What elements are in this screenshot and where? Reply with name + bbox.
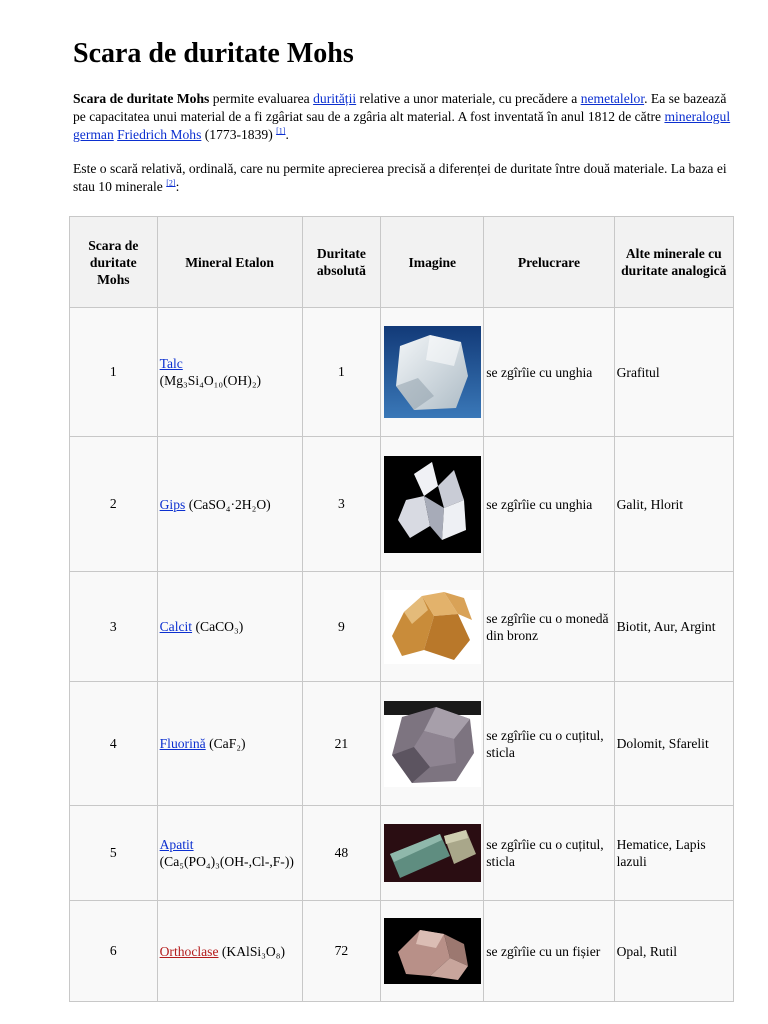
mineral-link-talc[interactable]: Talc: [159, 356, 183, 371]
table-row: [70, 901, 734, 1002]
cell-mineral: [157, 572, 302, 682]
mineral-formula: (CaSO₄·2H₂O): [185, 496, 271, 512]
link-german[interactable]: german: [73, 127, 114, 142]
page-title: Scara de duritate Mohs: [73, 38, 354, 69]
cell-image: [381, 901, 484, 1002]
orthoclase-crystal-image[interactable]: [384, 918, 481, 984]
cell-absolute: 1: [302, 308, 381, 437]
intro-paragraph-1: [73, 90, 738, 144]
table-row: [70, 308, 734, 437]
table-row: [70, 682, 734, 806]
table-header-row: [70, 217, 734, 308]
cell-processing: se zgîrîie cu unghia: [484, 437, 614, 572]
intro-text-run: . Ea se bazează pe capacitatea unui material de a fi zgâriat sau de a zgâria alt material. A fost inventată în anul 1812 de către: [73, 91, 727, 124]
intro-text-run: :: [175, 179, 180, 194]
mineral-formula: (KAlSi₃O₈): [218, 943, 285, 959]
cell-processing: se zgîrîie cu o cuțitul, sticla: [484, 682, 614, 806]
intro-text-run: .: [285, 127, 289, 142]
table-row: [70, 806, 734, 901]
header-image: Imagine: [381, 217, 484, 308]
talc-crystal-image[interactable]: [384, 326, 481, 418]
cell-processing: se zgîrîie cu un fișier: [484, 901, 614, 1002]
link-duritatii[interactable]: durității: [313, 91, 357, 106]
cell-others: Galit, Hlorit: [614, 437, 733, 572]
apatite-crystal-image[interactable]: [384, 824, 481, 882]
intro-text-run: Este o scară relativă, ordinală, care nu permite aprecierea precisă a diferenței de duritate între două materiale. La baza ei stau 10 minerale: [73, 161, 727, 194]
cell-others: Hematice, Lapis lazuli: [614, 806, 733, 901]
mineral-link-gips[interactable]: Gips: [159, 496, 186, 512]
cell-processing: se zgîrîie cu unghia: [484, 308, 614, 437]
cell-absolute: 21: [302, 682, 381, 806]
mineral-link-calcit[interactable]: Calcit: [159, 619, 193, 634]
table-row: [70, 572, 734, 682]
cell-scale: 3: [70, 572, 158, 682]
intro-text: [73, 90, 738, 212]
reference-1-link[interactable]: [1]: [276, 126, 286, 136]
cell-image: [381, 308, 484, 437]
cell-mineral: [157, 901, 302, 1002]
link-friedrich-mohs[interactable]: Friedrich Mohs: [117, 127, 202, 142]
cell-scale: 1: [70, 308, 158, 437]
link-nemetalelor[interactable]: nemetalelor: [580, 91, 645, 106]
mineral-formula: (Mg₃Si₄O₁₀(OH)₂): [159, 373, 262, 388]
cell-image: [381, 806, 484, 901]
cell-processing: se zgîrîie cu o cuțitul, sticla: [484, 806, 614, 901]
header-mineral: Mineral Etalon: [157, 217, 302, 308]
cell-absolute: 48: [302, 806, 381, 901]
header-scale: Scara de duritate Mohs: [70, 217, 158, 308]
cell-processing: se zgîrîie cu o monedă din bronz: [484, 572, 614, 682]
cell-absolute: 9: [302, 572, 381, 682]
header-processing: Prelucrare: [484, 217, 614, 308]
mineral-formula: (Ca₅(PO₄)₃(OH-,Cl-,F-)): [159, 854, 294, 869]
cell-image: [381, 437, 484, 572]
header-absolute: Duritate absolută: [302, 217, 381, 308]
table-row: [70, 437, 734, 572]
mineral-formula: (CaF₂): [205, 736, 246, 751]
cell-others: Biotit, Aur, Argint: [614, 572, 733, 682]
mohs-table: [69, 216, 734, 1002]
cell-mineral: [157, 308, 302, 437]
mineral-formula: (CaCO₃): [192, 619, 244, 634]
reference-2-link[interactable]: [2]: [166, 178, 176, 188]
cell-mineral: [157, 437, 302, 572]
mineral-link-orthoclase[interactable]: Orthoclase: [159, 943, 219, 959]
cell-others: Grafitul: [614, 308, 733, 437]
cell-scale: 5: [70, 806, 158, 901]
cell-absolute: 72: [302, 901, 381, 1002]
cell-absolute: 3: [302, 437, 381, 572]
fluorite-crystal-image[interactable]: [384, 701, 481, 787]
cell-others: Opal, Rutil: [614, 901, 733, 1002]
mineral-link-fluorina[interactable]: Fluorină: [159, 736, 206, 751]
intro-paragraph-2: [73, 160, 738, 196]
header-others: Alte minerale cu duritate analogică: [614, 217, 733, 308]
calcite-crystal-image[interactable]: [384, 590, 481, 664]
intro-bold-term: Scara de duritate Mohs: [73, 91, 210, 106]
gypsum-crystal-image[interactable]: [384, 456, 481, 553]
link-mineralogul[interactable]: mineralogul: [664, 109, 731, 124]
intro-text-run: relative a unor materiale, cu precădere a: [356, 91, 581, 106]
mineral-link-apatit[interactable]: Apatit: [159, 837, 194, 852]
intro-text-run: permite evaluarea: [209, 91, 314, 106]
intro-text-run: (1773-1839): [201, 127, 277, 142]
cell-mineral: [157, 806, 302, 901]
cell-image: [381, 682, 484, 806]
cell-scale: 6: [70, 901, 158, 1002]
cell-mineral: [157, 682, 302, 806]
cell-others: Dolomit, Sfarelit: [614, 682, 733, 806]
cell-image: [381, 572, 484, 682]
cell-scale: 2: [70, 437, 158, 572]
cell-scale: 4: [70, 682, 158, 806]
